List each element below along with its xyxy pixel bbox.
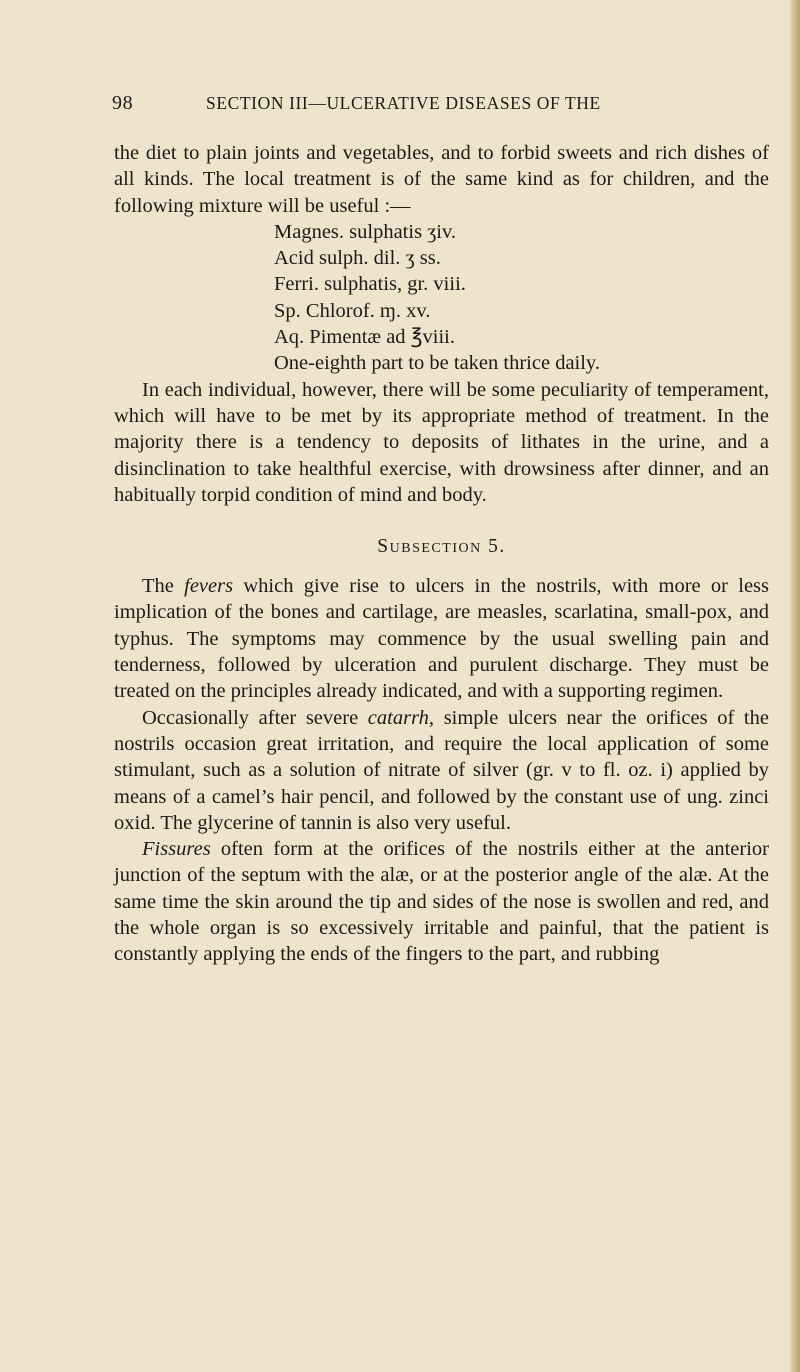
- paragraph-fissures: [114, 836, 769, 967]
- paragraph-temperament: In each individual, however, there will be some peculiarity of temperament, which will have to be met by its appropriate method of treatment. In the majority there is a tendency to deposits of lithates in the urine, and a disinclination to take healthful exercise, with drowsiness after dinner, and an habitually torpid condition of mind and body.: [114, 378, 769, 506]
- prescription-line: Ferri. sulphatis, gr. viii.: [274, 273, 466, 296]
- paragraph-fevers: [114, 573, 769, 704]
- text-run: which give rise to ulcers in the nostrils, with more or less implication of the bones and cartilage, are measles, scarlatina, small-pox, and typhus. The symptoms may commence by the usual swelling pain and tenderness, followed by ulceration and purulent discharge. They must be treated on the principles already indicated, and with a supporting regimen.: [114, 575, 770, 703]
- prescription-line: Acid sulph. dil. ʒ ss.: [274, 247, 441, 270]
- text-run: The: [142, 575, 185, 598]
- page-number: 98: [112, 92, 134, 114]
- text-run: simple ulcers near the orifices of the nostrils occasion great irritation, and require the local application of some stimulant, such as a solution of nitrate of silver (gr. v to fl. oz. i) applied by means of a camel’s hair pencil, and followed by the constant use of ung. zinci oxid. The glycerine of tannin is also very useful.: [114, 706, 769, 834]
- subsection-heading: Subsection 5.: [377, 536, 506, 558]
- italic-term: catarrh,: [367, 706, 435, 729]
- prescription-line: Sp. Chlorof. ɱ. xv.: [274, 299, 431, 322]
- running-header: [114, 88, 769, 118]
- text-run: often form at the orifices of the nostrils either at the anterior junction of the septum with the alæ, or at the posterior angle of the alæ. At the same time the skin around the tip and sides of the nose is swollen and red, and the whole organ is so excessively irritable and painful, that the patient is constantly applying the ends of the fingers to the part, and rubbing: [114, 838, 769, 966]
- italic-term: Fissures: [142, 838, 211, 861]
- page-edge: [790, 0, 800, 1372]
- prescription-line: Aq. Pimentæ ad ℥viii.: [274, 326, 455, 349]
- prescription-line: Magnes. sulphatis ʒiv.: [274, 220, 457, 243]
- running-title: SECTION III—ULCERATIVE DISEASES OF THE: [206, 93, 601, 113]
- prescription-dosage: One-eighth part to be taken thrice daily.: [274, 352, 600, 375]
- paragraph-diet: the diet to plain joints and vegetables, and to forbid sweets and rich dishes of all kinds. The local treatment is of the same kind as for children, and the following mixture will be useful :—: [114, 142, 769, 217]
- italic-term: fevers: [184, 575, 234, 598]
- prescription: [274, 219, 769, 377]
- paragraph-catarrh: [114, 705, 769, 836]
- book-page: [114, 88, 769, 968]
- text-run: Occasionally after severe: [142, 706, 368, 729]
